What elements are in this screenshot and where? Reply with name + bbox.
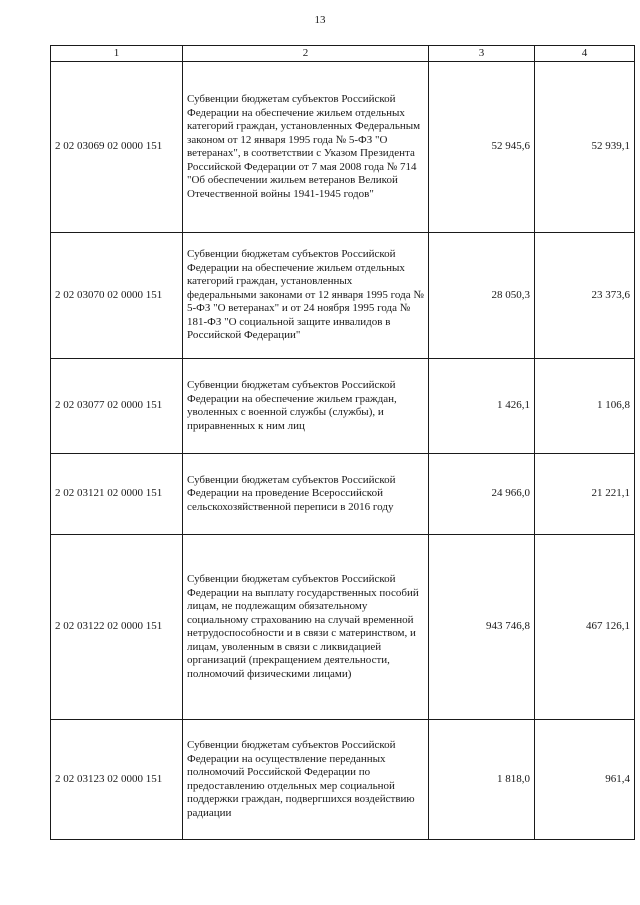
budget-code: 2 02 03069 02 0000 151 [51, 62, 183, 233]
table-row [51, 233, 635, 359]
budget-description: Субвенции бюджетам субъектов Российской Федерации на выплату государственных пособий лицам, не подлежащим обязательному социальному страхованию на случай временной нетрудоспособности и в связи с материнством, и лицам, уволенным в связи с ликвидацией организаций (прекращением деятельности, полномочий физическими лицами) [183, 535, 429, 720]
page-number: 13 [314, 14, 326, 26]
budget-description: Субвенции бюджетам субъектов Российской Федерации на осуществление переданных полномочий Российской Федерации по предоставлению отдельных мер социальной поддержки граждан, подвергшихся воздействию радиации [183, 720, 429, 840]
table-header-row [51, 46, 635, 62]
table-row [51, 359, 635, 454]
amount-col-4: 467 126,1 [535, 535, 635, 720]
budget-description: Субвенции бюджетам субъектов Российской Федерации на проведение Всероссийской сельскохозяйственной переписи в 2016 году [183, 454, 429, 535]
table-row [51, 62, 635, 233]
amount-col-3: 52 945,6 [429, 62, 535, 233]
table-row [51, 454, 635, 535]
header-col-1: 1 [51, 46, 183, 62]
table-row [51, 720, 635, 840]
amount-col-4: 1 106,8 [535, 359, 635, 454]
budget-table [50, 45, 635, 840]
budget-code: 2 02 03077 02 0000 151 [51, 359, 183, 454]
amount-col-4: 52 939,1 [535, 62, 635, 233]
budget-description: Субвенции бюджетам субъектов Российской Федерации на обеспечение жильем отдельных категорий граждан, установленных Федеральным законом от 12 января 1995 года № 5-ФЗ "О ветеранах", в соответствии с Указом Президента Российской Федерации от 7 мая 2008 года № 714 "Об обеспечении жильем ветеранов Великой Отечественной войны 1941-1945 годов" [183, 62, 429, 233]
amount-col-3: 1 818,0 [429, 720, 535, 840]
header-col-2: 2 [183, 46, 429, 62]
amount-col-4: 961,4 [535, 720, 635, 840]
table-row [51, 535, 635, 720]
header-col-4: 4 [535, 46, 635, 62]
amount-col-3: 24 966,0 [429, 454, 535, 535]
amount-col-3: 1 426,1 [429, 359, 535, 454]
amount-col-3: 28 050,3 [429, 233, 535, 359]
budget-code: 2 02 03070 02 0000 151 [51, 233, 183, 359]
amount-col-4: 23 373,6 [535, 233, 635, 359]
header-col-3: 3 [429, 46, 535, 62]
budget-code: 2 02 03122 02 0000 151 [51, 535, 183, 720]
amount-col-3: 943 746,8 [429, 535, 535, 720]
budget-description: Субвенции бюджетам субъектов Российской Федерации на обеспечение жильем отдельных категорий граждан, установленных федеральными законами от 12 января 1995 года № 5-ФЗ "О ветеранах" и от 24 ноября 1995 года № 181-ФЗ "О социальной защите инвалидов в Российской Федерации" [183, 233, 429, 359]
budget-code: 2 02 03121 02 0000 151 [51, 454, 183, 535]
budget-description: Субвенции бюджетам субъектов Российской Федерации на обеспечение жильем граждан, уволенных с военной службы (службы), и приравненных к ним лиц [183, 359, 429, 454]
budget-code: 2 02 03123 02 0000 151 [51, 720, 183, 840]
amount-col-4: 21 221,1 [535, 454, 635, 535]
